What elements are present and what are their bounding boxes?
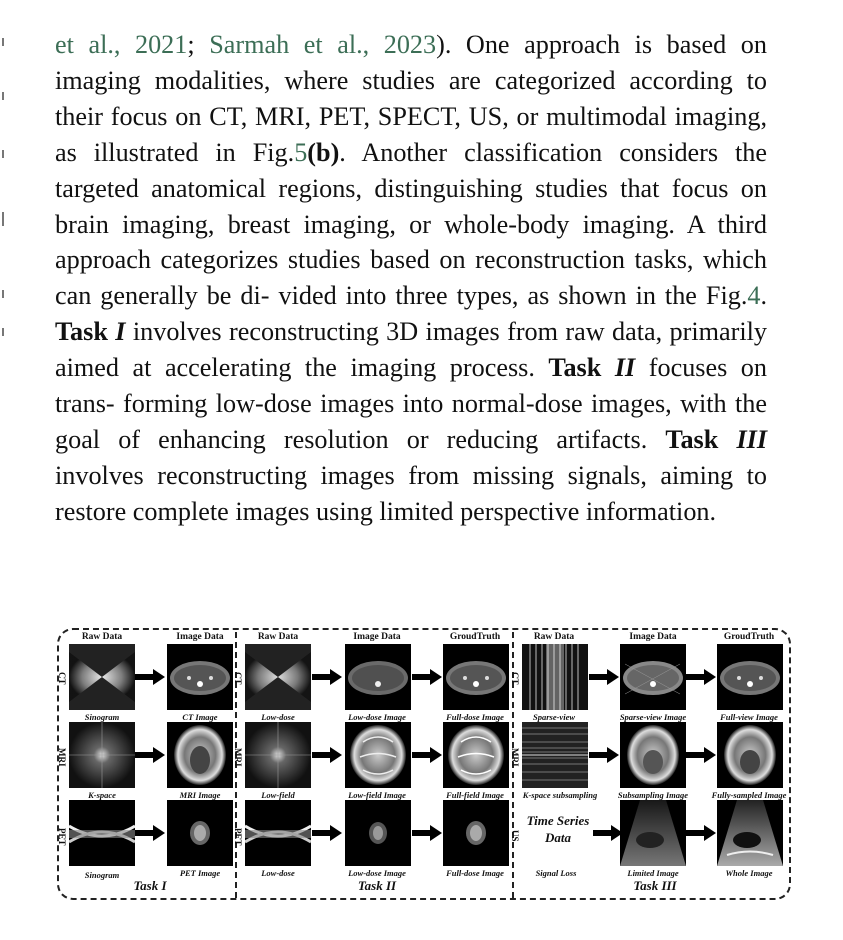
figure-ref-link[interactable]: 4 bbox=[747, 281, 761, 311]
image-caption: Signal Loss bbox=[535, 868, 577, 878]
image-caption: Low-field Image bbox=[348, 790, 406, 800]
time-series-label bbox=[527, 812, 590, 846]
image-caption: Sparse-view Image bbox=[619, 712, 687, 722]
row-label: CT bbox=[57, 672, 67, 685]
text: ; bbox=[187, 30, 210, 59]
image-caption: Full-dose Image bbox=[446, 712, 504, 722]
image-caption: Full-dose Image bbox=[446, 868, 504, 878]
arrow-right-icon bbox=[593, 825, 623, 841]
text: . Another classification bbox=[339, 137, 603, 167]
arrow-right-icon bbox=[312, 747, 342, 763]
body-paragraph bbox=[55, 27, 767, 530]
column-header: GroudTruth bbox=[449, 632, 501, 642]
text: involves reconstructing images from missing signals, bbox=[55, 460, 647, 490]
text: reconstructing 3D images from raw data, primarily aimed at bbox=[55, 317, 767, 383]
subsampling-mri-image bbox=[620, 722, 686, 788]
text: focuses on trans- bbox=[55, 353, 767, 419]
bold-text: Task bbox=[55, 317, 116, 347]
arrow-right-icon bbox=[589, 669, 619, 685]
image-caption: Subsampling Image bbox=[617, 790, 689, 800]
fully-sampled-mri-image bbox=[717, 722, 783, 788]
low-dose-pet-sinogram-image bbox=[245, 800, 311, 866]
arrow-right-icon bbox=[312, 669, 342, 685]
text: the goal of enhancing resolution or reducing artifacts. bbox=[55, 389, 768, 454]
image-caption: Low-dose bbox=[261, 868, 295, 878]
row-label: MRI bbox=[510, 748, 520, 767]
image-caption: Limited Image bbox=[627, 868, 679, 878]
text: information. bbox=[585, 496, 717, 526]
bold-italic-text: III bbox=[736, 424, 768, 454]
arrow-right-icon bbox=[412, 669, 442, 685]
row-label: MRI bbox=[233, 748, 243, 767]
image-caption: Fully-sampled Image bbox=[711, 790, 787, 800]
column-header: Raw Data bbox=[257, 632, 299, 642]
full-view-ct-image bbox=[717, 644, 783, 710]
text: studies that focus on brain imaging, breast imaging, or bbox=[55, 173, 767, 239]
sparse-view-sinogram-image bbox=[522, 644, 588, 710]
image-caption: Sinogram bbox=[84, 712, 120, 722]
arrow-right-icon bbox=[135, 825, 165, 841]
image-caption: Whole Image bbox=[725, 868, 773, 878]
full-field-mri-image bbox=[443, 722, 509, 788]
low-dose-ct-image bbox=[345, 644, 411, 710]
row-label: PET bbox=[233, 828, 243, 846]
text: imaging, as illustrated in Fig. bbox=[55, 101, 768, 167]
row-label: CT bbox=[233, 672, 243, 685]
row-label: MRI bbox=[57, 748, 67, 767]
text: considers the targeted anatomical regions, distinguishing bbox=[55, 137, 768, 203]
text: accelerating the imaging process. bbox=[164, 353, 549, 383]
low-field-mri-image bbox=[345, 722, 411, 788]
mri-image bbox=[167, 722, 233, 788]
text: imaging modalities, where studies are categorized according bbox=[55, 65, 733, 95]
image-caption: Low-dose bbox=[261, 712, 295, 722]
k-space-image bbox=[69, 722, 135, 788]
text: forming low-dose images into normal-dose images, with bbox=[123, 389, 727, 419]
text: involves bbox=[125, 317, 222, 347]
column-header: Image Data bbox=[176, 632, 224, 642]
time-series-line: Time Series bbox=[526, 813, 590, 828]
image-caption: Low-dose Image bbox=[348, 712, 406, 722]
arrow-right-icon bbox=[412, 825, 442, 841]
image-caption: Low-field bbox=[261, 790, 295, 800]
citation-link[interactable]: et al., 2021 bbox=[55, 30, 188, 59]
row-label: PET bbox=[57, 828, 67, 846]
bold-text: (b) bbox=[307, 137, 340, 167]
arrow-right-icon bbox=[135, 669, 165, 685]
text: based on reconstruction tasks, which can generally be di- bbox=[55, 245, 768, 311]
limited-us-image bbox=[620, 800, 686, 866]
arrow-right-icon bbox=[686, 825, 716, 841]
sparse-view-ct-image bbox=[620, 644, 686, 710]
row-label: US bbox=[510, 830, 520, 842]
image-caption: Full-field Image bbox=[446, 790, 504, 800]
arrow-right-icon bbox=[686, 669, 716, 685]
whole-us-image bbox=[717, 800, 783, 866]
text: to their focus on CT, MRI, PET, SPECT, US, or multimodal bbox=[55, 65, 767, 131]
pet-sinogram-image bbox=[69, 800, 135, 866]
bold-italic-text: II bbox=[614, 353, 636, 383]
bold-text: Task bbox=[548, 353, 615, 383]
text: . bbox=[760, 281, 768, 311]
low-dose-pet-image bbox=[345, 800, 411, 866]
task-label: Task I bbox=[133, 878, 167, 893]
image-caption: K-space bbox=[88, 790, 116, 800]
low-dose-sinogram-image bbox=[245, 644, 311, 710]
image-caption: PET Image bbox=[179, 868, 221, 878]
image-caption: K-space subsampling bbox=[522, 790, 598, 800]
k-space-subsampling-image bbox=[522, 722, 588, 788]
figure-ref-link[interactable]: 5 bbox=[294, 137, 308, 167]
image-caption: Sparse-view bbox=[532, 712, 576, 722]
arrow-right-icon bbox=[412, 747, 442, 763]
image-caption: MRI Image bbox=[179, 790, 221, 800]
citation-link[interactable]: Sarmah et al., 2023 bbox=[209, 30, 437, 59]
arrow-right-icon bbox=[686, 747, 716, 763]
full-dose-pet-image bbox=[443, 800, 509, 866]
bold-text: Task bbox=[665, 424, 719, 454]
low-field-k-space-image bbox=[245, 722, 311, 788]
image-caption: Full-view Image bbox=[720, 712, 778, 722]
image-caption: Sinogram bbox=[84, 870, 120, 880]
arrow-right-icon bbox=[589, 747, 619, 763]
row-label: CT bbox=[510, 672, 520, 685]
ct-image bbox=[167, 644, 233, 710]
column-header: Image Data bbox=[629, 632, 677, 642]
image-caption: Low-dose Image bbox=[348, 868, 406, 878]
pet-image bbox=[167, 800, 233, 866]
bold-italic-text: I bbox=[115, 317, 126, 347]
text: aiming to restore complete images using limited perspective bbox=[55, 460, 768, 526]
time-series-line: Data bbox=[544, 830, 571, 845]
sinogram-image bbox=[69, 644, 135, 710]
text: vided into three types, as shown in the Fig. bbox=[278, 281, 748, 311]
image-caption: CT Image bbox=[182, 712, 218, 722]
task-label: Task III bbox=[633, 878, 677, 893]
column-header: GroudTruth bbox=[723, 632, 775, 642]
figure-reconstruction-tasks bbox=[55, 624, 795, 906]
full-dose-ct-image bbox=[443, 644, 509, 710]
column-header: Raw Data bbox=[81, 632, 123, 642]
arrow-right-icon bbox=[135, 747, 165, 763]
column-header: Raw Data bbox=[533, 632, 575, 642]
arrow-right-icon bbox=[312, 825, 342, 841]
column-header: Image Data bbox=[353, 632, 401, 642]
text: ). One approach is based on bbox=[436, 30, 767, 59]
text: whole-body imaging. A third approach categorizes studies bbox=[55, 209, 767, 275]
margin-marks bbox=[0, 0, 10, 600]
task-label: Task II bbox=[357, 878, 397, 893]
